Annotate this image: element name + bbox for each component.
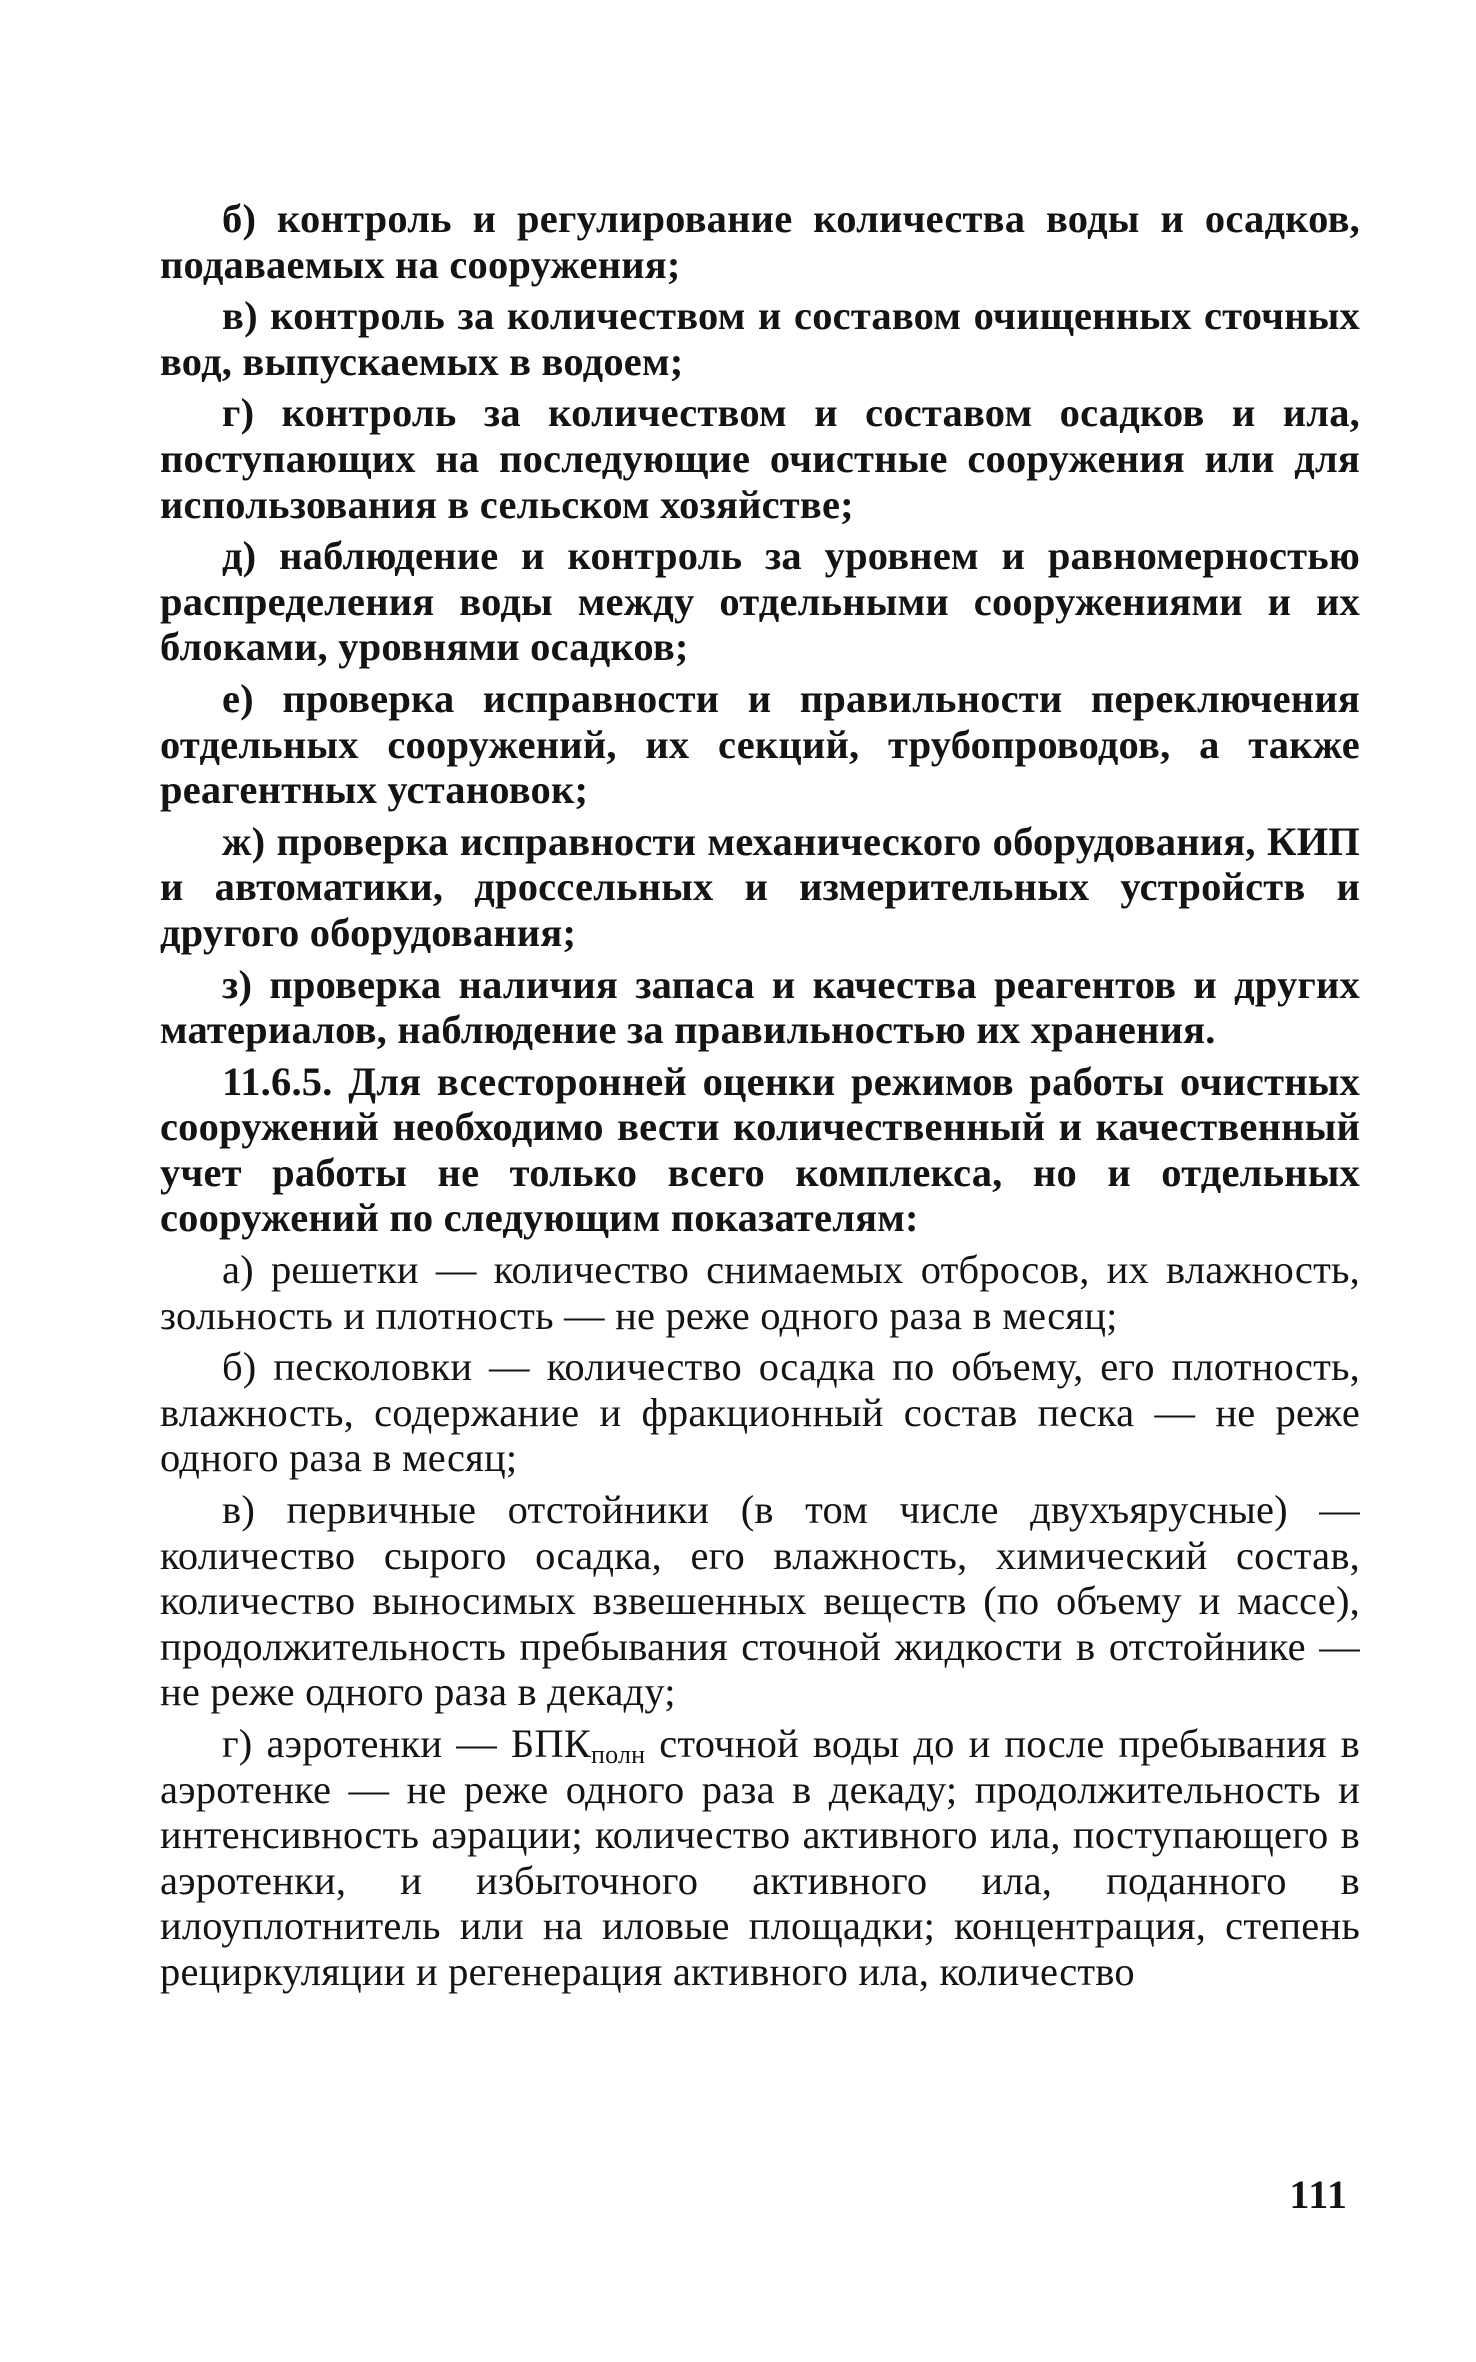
list-item-b-sand-traps: б) песколовки — количество осадка по объему, его плотность, влажность, содержание и фракционный состав песка — не реже одного раза в месяц; <box>160 1344 1360 1481</box>
list-item-a-screens: а) решетки — количество снимаемых отбросов, их влажность, зольность и плотность — не реже одного раза в месяц; <box>160 1247 1360 1338</box>
list-item-v-primary-settlers: в) первичные отстойники (в том числе двухъярусные) — количество сырого осадка, его влажность, химический состав, количество выносимых взвешенных веществ (по объему и массе), продолжительность пребывания сточной жидкости в отстойнике — не реже одного раза в декаду; <box>160 1487 1360 1715</box>
aerotanks-text-rest: сточной воды до и после пребывания в аэротенке — не реже одного раза в декаду; продолжительность и интенсивность аэрации; количество активного ила, поступающего в аэротенки, и избыточного активного ила, поданного в илоуплотнитель или на иловые площадки; концентрация, степень рециркуляции и регенерация активного ила, количество <box>160 1721 1360 1994</box>
list-item-z-reagent-stock: з) проверка наличия запаса и качества реагентов и других материалов, наблюдение за правильностью их хранения. <box>160 961 1360 1053</box>
section-11-6-5 <box>160 1059 1360 1241</box>
list-item-d-level-monitoring: д) наблюдение и контроль за уровнем и равномерностью распределения воды между отдельными сооружениями и их блоками, уровнями осадков; <box>160 533 1360 670</box>
aerotanks-text-start: г) аэротенки — БПК <box>222 1721 591 1766</box>
list-item-b-flow-control: б) контроль и регулирование количества воды и осадков, подаваемых на сооружения; <box>160 196 1360 287</box>
section-number: 11.6.5. <box>222 1058 333 1104</box>
book-page <box>160 196 1360 2246</box>
page-number: 111 <box>1289 2172 1348 2217</box>
bpk-subscript: полн <box>591 1740 646 1769</box>
section-text: Для всесторонней оценки режимов работы очистных сооружений необходимо вести количественный и качественный учет работы не только всего комплекса, но и отдельных сооружений по следующим показателям: <box>160 1058 1360 1241</box>
list-item-g-sludge-control: г) контроль за количеством и составом осадков и ила, поступающих на последующие очистные сооружения или для использования в сельском хозяйстве; <box>160 390 1360 527</box>
list-item-e-switching-check: е) проверка исправности и правильности переключения отдельных сооружений, их секций, трубопроводов, а также реагентных установок; <box>160 675 1360 813</box>
list-item-zh-equipment-check: ж) проверка исправности механического оборудования, КИП и автоматики, дроссельных и измерительных устройств и другого оборудования; <box>160 818 1360 955</box>
list-item-v-treated-water: в) контроль за количеством и составом очищенных сточных вод, выпускаемых в водоем; <box>160 293 1360 384</box>
list-item-g-aerotanks <box>160 1721 1360 1995</box>
